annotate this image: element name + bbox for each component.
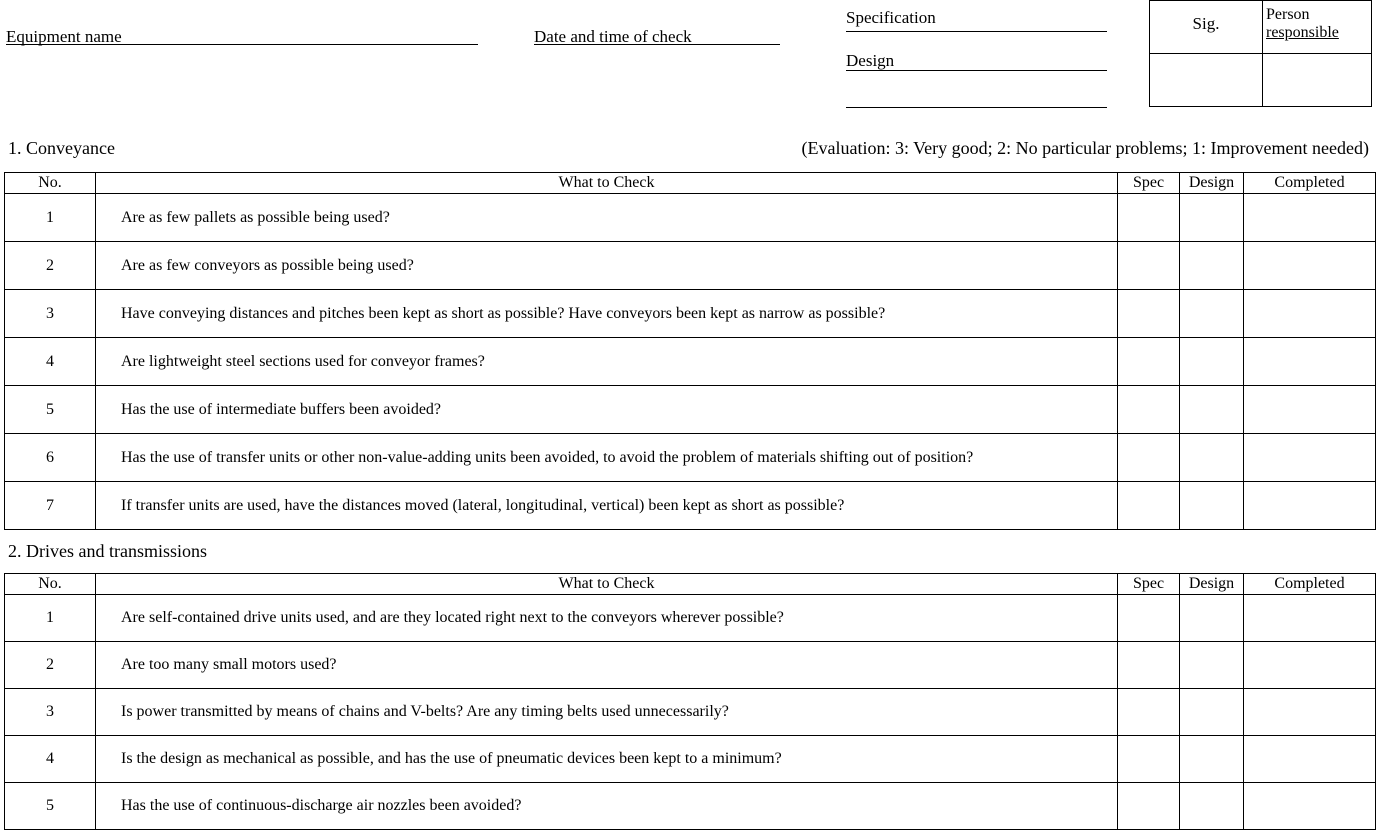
table-row: [5, 736, 1376, 783]
person-label-line1: Person: [1266, 6, 1310, 23]
design-cell[interactable]: [1180, 290, 1244, 338]
row-number: 7: [5, 482, 96, 530]
spec-cell[interactable]: [1118, 595, 1180, 642]
check-item-text: Are lightweight steel sections used for conveyor frames?: [96, 338, 1118, 386]
table-header-row: [5, 574, 1376, 595]
table-row: [5, 642, 1376, 689]
design-cell[interactable]: [1180, 194, 1244, 242]
design-cell[interactable]: [1180, 242, 1244, 290]
col-header-no: No.: [5, 173, 96, 194]
spec-cell[interactable]: [1118, 386, 1180, 434]
completed-cell[interactable]: [1244, 434, 1376, 482]
check-item-text: Are self-contained drive units used, and are they located right next to the conveyors wherever possible?: [96, 595, 1118, 642]
col-header-spec: Spec: [1118, 173, 1180, 194]
signature-box: [1149, 0, 1372, 107]
table-row: [5, 434, 1376, 482]
table-row: [5, 194, 1376, 242]
evaluation-note: (Evaluation: 3: Very good; 2: No particular problems; 1: Improvement needed): [801, 138, 1369, 158]
col-header-completed: Completed: [1244, 574, 1376, 595]
table-header-row: [5, 173, 1376, 194]
check-item-text: Is the design as mechanical as possible, and has the use of pneumatic devices been kept to a minimum?: [96, 736, 1118, 783]
design-cell[interactable]: [1180, 736, 1244, 783]
design-cell[interactable]: [1180, 595, 1244, 642]
design-cell[interactable]: [1180, 434, 1244, 482]
design-cell[interactable]: [1180, 642, 1244, 689]
spec-cell[interactable]: [1118, 642, 1180, 689]
equipment-name-line[interactable]: [6, 44, 478, 45]
check-item-text: Is power transmitted by means of chains and V-belts? Are any timing belts used unnecessarily?: [96, 689, 1118, 736]
design-label: Design: [846, 51, 895, 70]
row-number: 5: [5, 386, 96, 434]
design-cell[interactable]: [1180, 689, 1244, 736]
check-item-text: Has the use of continuous-discharge air nozzles been avoided?: [96, 783, 1118, 830]
col-header-what-to-check: What to Check: [96, 173, 1118, 194]
conveyance-checklist-table: [4, 172, 1376, 530]
completed-cell[interactable]: [1244, 783, 1376, 830]
col-header-completed: Completed: [1244, 173, 1376, 194]
specification-line[interactable]: [846, 31, 1107, 32]
person-responsible-label: [1266, 6, 1339, 42]
specification-label: Specification: [846, 8, 936, 27]
table-row: [5, 386, 1376, 434]
sig-row-divider: [1150, 53, 1371, 54]
col-header-design: Design: [1180, 173, 1244, 194]
check-item-text: Are too many small motors used?: [96, 642, 1118, 689]
check-item-text: Have conveying distances and pitches been kept as short as possible? Have conveyors been kept as narrow as possible?: [96, 290, 1118, 338]
completed-cell[interactable]: [1244, 482, 1376, 530]
row-number: 3: [5, 689, 96, 736]
completed-cell[interactable]: [1244, 290, 1376, 338]
check-item-text: Has the use of intermediate buffers been avoided?: [96, 386, 1118, 434]
design-cell[interactable]: [1180, 783, 1244, 830]
completed-cell[interactable]: [1244, 386, 1376, 434]
row-number: 1: [5, 194, 96, 242]
check-item-text: Has the use of transfer units or other non-value-adding units been avoided, to avoid the problem of materials shifting out of position?: [96, 434, 1118, 482]
col-header-what-to-check: What to Check: [96, 574, 1118, 595]
design-cell[interactable]: [1180, 338, 1244, 386]
table-row: [5, 595, 1376, 642]
spec-cell[interactable]: [1118, 242, 1180, 290]
check-item-text: Are as few conveyors as possible being used?: [96, 242, 1118, 290]
row-number: 6: [5, 434, 96, 482]
design-line[interactable]: [846, 70, 1107, 71]
check-item-text: Are as few pallets as possible being used?: [96, 194, 1118, 242]
row-number: 2: [5, 242, 96, 290]
drives-checklist-table: [4, 573, 1376, 830]
completed-cell[interactable]: [1244, 338, 1376, 386]
completed-cell[interactable]: [1244, 242, 1376, 290]
spec-cell[interactable]: [1118, 194, 1180, 242]
extra-line[interactable]: [846, 107, 1107, 108]
section-title-drives: 2. Drives and transmissions: [8, 541, 207, 561]
person-label-line2: responsible: [1266, 24, 1339, 41]
row-number: 3: [5, 290, 96, 338]
spec-cell[interactable]: [1118, 736, 1180, 783]
row-number: 4: [5, 736, 96, 783]
spec-cell[interactable]: [1118, 689, 1180, 736]
table-row: [5, 242, 1376, 290]
row-number: 2: [5, 642, 96, 689]
spec-cell[interactable]: [1118, 482, 1180, 530]
design-cell[interactable]: [1180, 482, 1244, 530]
check-item-text: If transfer units are used, have the distances moved (lateral, longitudinal, vertical) been kept as short as possible?: [96, 482, 1118, 530]
spec-cell[interactable]: [1118, 434, 1180, 482]
completed-cell[interactable]: [1244, 194, 1376, 242]
spec-cell[interactable]: [1118, 783, 1180, 830]
completed-cell[interactable]: [1244, 595, 1376, 642]
completed-cell[interactable]: [1244, 689, 1376, 736]
completed-cell[interactable]: [1244, 736, 1376, 783]
section-title-conveyance: 1. Conveyance: [8, 138, 115, 158]
row-number: 4: [5, 338, 96, 386]
spec-cell[interactable]: [1118, 290, 1180, 338]
sig-label: Sig.: [1192, 14, 1220, 33]
table-row: [5, 338, 1376, 386]
row-number: 1: [5, 595, 96, 642]
design-cell[interactable]: [1180, 386, 1244, 434]
table-row: [5, 290, 1376, 338]
col-header-design: Design: [1180, 574, 1244, 595]
table-row: [5, 482, 1376, 530]
date-time-check-label: Date and time of check: [534, 27, 692, 46]
table-row: [5, 783, 1376, 830]
col-header-no: No.: [5, 574, 96, 595]
completed-cell[interactable]: [1244, 642, 1376, 689]
equipment-name-label: Equipment name: [6, 27, 122, 46]
date-time-check-line[interactable]: [534, 44, 780, 45]
col-header-spec: Spec: [1118, 574, 1180, 595]
row-number: 5: [5, 783, 96, 830]
spec-cell[interactable]: [1118, 338, 1180, 386]
table-row: [5, 689, 1376, 736]
